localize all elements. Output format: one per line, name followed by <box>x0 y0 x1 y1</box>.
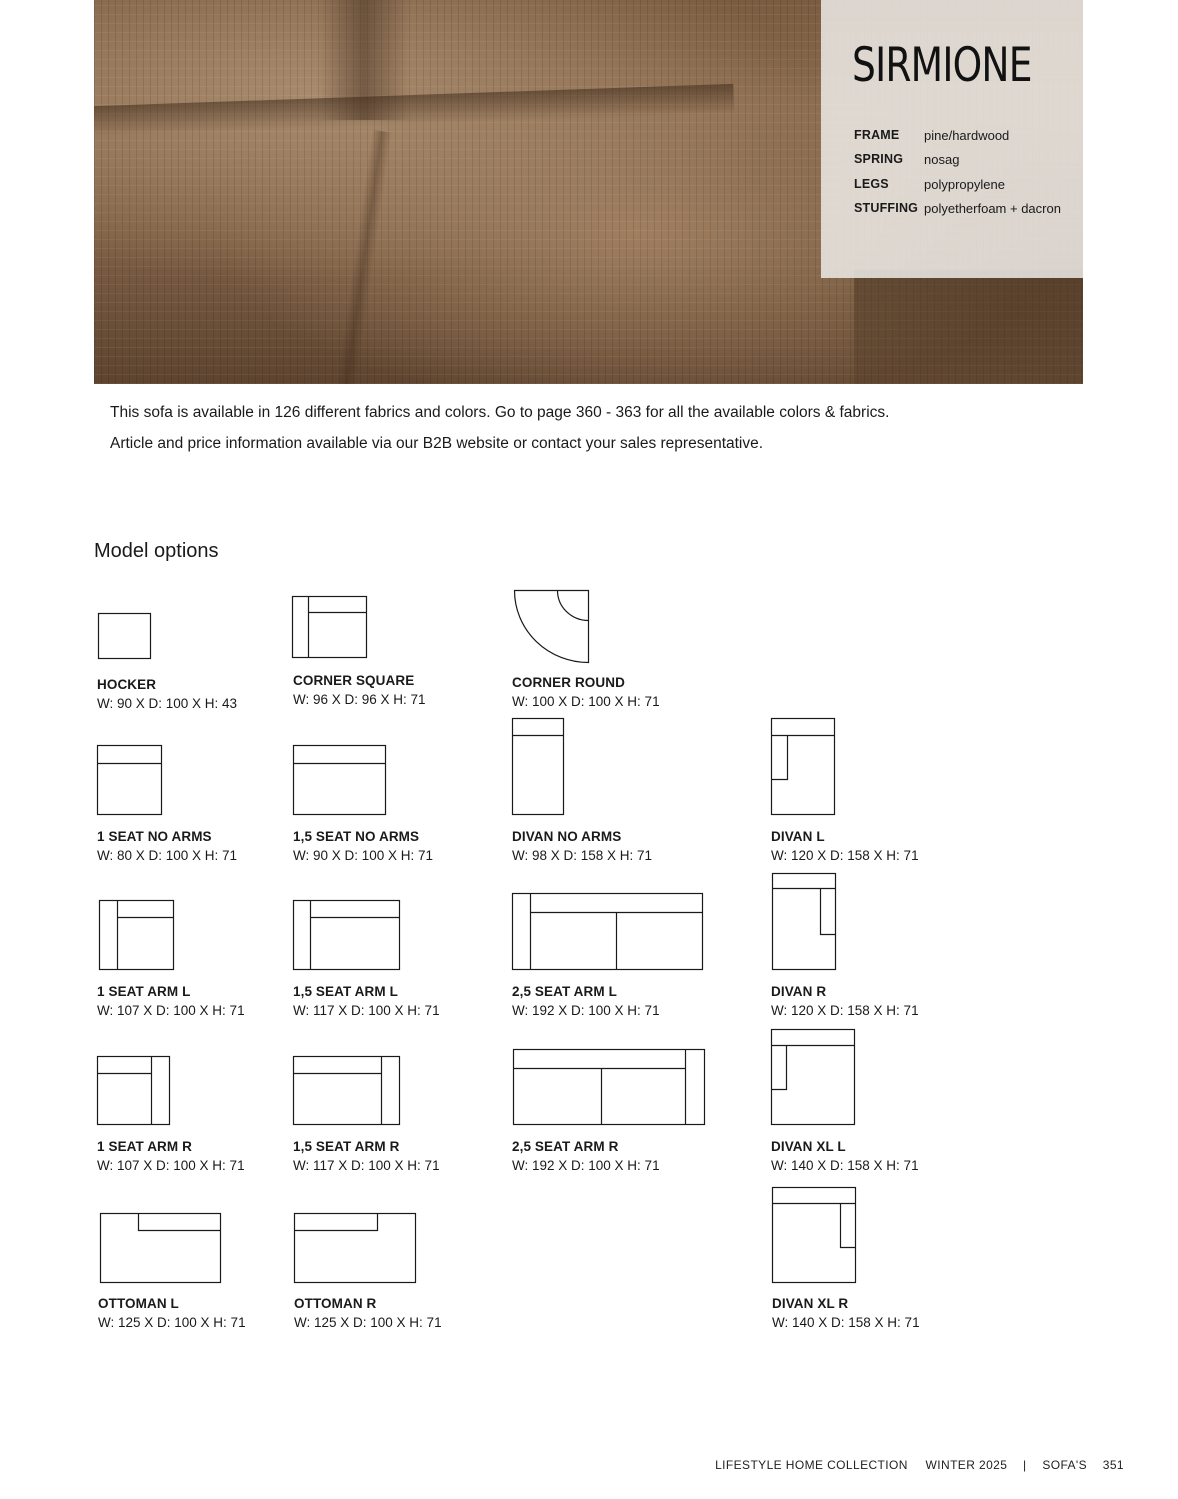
one-half-seat-no-arms-diagram <box>294 746 386 815</box>
ottoman-r-diagram <box>295 1214 416 1283</box>
option-dims-divan-no-arms: W: 98 X D: 158 X H: 71 <box>512 848 653 863</box>
divan-no-arms-diagram <box>513 719 564 815</box>
option-name-one-seat-arm-l: 1 SEAT ARM L <box>97 984 191 999</box>
option-name-divan-l: DIVAN L <box>771 829 825 844</box>
spec-value: pine/hardwood <box>924 128 1010 143</box>
option-name-one-half-seat-no-arms: 1,5 SEAT NO ARMS <box>293 829 420 844</box>
footer-section: SOFA'S <box>1042 1458 1088 1472</box>
option-name-divan-xl-l: DIVAN XL L <box>771 1139 846 1154</box>
spec-value: nosag <box>924 152 960 167</box>
option-name-ottoman-r: OTTOMAN R <box>294 1296 377 1311</box>
hocker-diagram <box>99 614 151 659</box>
option-dims-divan-xl-r: W: 140 X D: 158 X H: 71 <box>772 1315 920 1330</box>
footer-season: WINTER 2025 <box>925 1458 1008 1472</box>
ottoman-l-diagram <box>101 1214 221 1283</box>
option-dims-one-seat-no-arms: W: 80 X D: 100 X H: 71 <box>97 848 238 863</box>
one-seat-arm-l-diagram <box>100 901 174 970</box>
option-name-one-half-seat-arm-r: 1,5 SEAT ARM R <box>293 1139 400 1154</box>
spec-key: LEGS <box>854 177 889 191</box>
option-dims-corner-round: W: 100 X D: 100 X H: 71 <box>512 694 660 709</box>
spec-key: SPRING <box>854 152 904 166</box>
footer-collection: LIFESTYLE HOME COLLECTION <box>715 1458 908 1472</box>
option-name-two-half-seat-arm-r: 2,5 SEAT ARM R <box>512 1139 619 1154</box>
option-name-two-half-seat-arm-l: 2,5 SEAT ARM L <box>512 984 617 999</box>
option-name-hocker: HOCKER <box>97 677 157 692</box>
option-name-divan-no-arms: DIVAN NO ARMS <box>512 829 622 844</box>
two-half-seat-arm-r-diagram <box>514 1050 705 1125</box>
option-name-one-seat-no-arms: 1 SEAT NO ARMS <box>97 829 212 844</box>
option-name-corner-square: CORNER SQUARE <box>293 673 415 688</box>
option-dims-one-half-seat-arm-l: W: 117 X D: 100 X H: 71 <box>293 1003 440 1018</box>
one-half-seat-arm-l-diagram <box>294 901 400 970</box>
spec-value: polypropylene <box>924 177 1005 192</box>
option-dims-divan-xl-l: W: 140 X D: 158 X H: 71 <box>771 1158 919 1173</box>
option-dims-ottoman-r: W: 125 X D: 100 X H: 71 <box>294 1315 442 1330</box>
option-dims-two-half-seat-arm-r: W: 192 X D: 100 X H: 71 <box>512 1158 660 1173</box>
option-dims-one-half-seat-no-arms: W: 90 X D: 100 X H: 71 <box>293 848 434 863</box>
option-dims-one-seat-arm-r: W: 107 X D: 100 X H: 71 <box>97 1158 245 1173</box>
divan-xl-r-diagram <box>773 1188 856 1283</box>
option-name-divan-r: DIVAN R <box>771 984 827 999</box>
option-dims-corner-square: W: 96 X D: 96 X H: 71 <box>293 692 426 707</box>
spec-key: STUFFING <box>854 201 919 215</box>
option-name-divan-xl-r: DIVAN XL R <box>772 1296 849 1311</box>
corner-round-diagram <box>515 591 589 663</box>
intro-line-pricing: Article and price information available via our B2B website or contact your sales representative. <box>110 435 764 452</box>
option-dims-one-half-seat-arm-r: W: 117 X D: 100 X H: 71 <box>293 1158 440 1173</box>
option-dims-ottoman-l: W: 125 X D: 100 X H: 71 <box>98 1315 246 1330</box>
option-dims-divan-l: W: 120 X D: 158 X H: 71 <box>771 848 919 863</box>
option-dims-divan-r: W: 120 X D: 158 X H: 71 <box>771 1003 919 1018</box>
divan-xl-l-diagram <box>772 1030 855 1125</box>
page-footer <box>715 1458 1124 1472</box>
intro-line-fabrics: This sofa is available in 126 different fabrics and colors. Go to page 360 - 363 for all the available colors & fabrics. <box>110 404 890 421</box>
footer-separator: | <box>1023 1458 1027 1472</box>
section-title: Model options <box>94 540 219 562</box>
divan-l-diagram <box>772 719 835 815</box>
one-half-seat-arm-r-diagram <box>294 1057 400 1125</box>
spec-key: FRAME <box>854 128 900 142</box>
divan-r-diagram <box>773 874 836 970</box>
option-dims-one-seat-arm-l: W: 107 X D: 100 X H: 71 <box>97 1003 245 1018</box>
option-name-one-half-seat-arm-l: 1,5 SEAT ARM L <box>293 984 398 999</box>
option-dims-hocker: W: 90 X D: 100 X H: 43 <box>97 696 238 711</box>
two-half-seat-arm-l-diagram <box>513 894 703 970</box>
option-name-ottoman-l: OTTOMAN L <box>98 1296 179 1311</box>
option-name-one-seat-arm-r: 1 SEAT ARM R <box>97 1139 192 1154</box>
spec-value: polyetherfoam + dacron <box>924 201 1061 216</box>
one-seat-no-arms-diagram <box>98 746 162 815</box>
product-title: SIRMIONE <box>852 38 1032 93</box>
option-name-corner-round: CORNER ROUND <box>512 675 625 690</box>
option-dims-two-half-seat-arm-l: W: 192 X D: 100 X H: 71 <box>512 1003 660 1018</box>
one-seat-arm-r-diagram <box>98 1057 170 1125</box>
page-number: 351 <box>1102 1458 1124 1472</box>
corner-square-diagram <box>293 597 367 658</box>
